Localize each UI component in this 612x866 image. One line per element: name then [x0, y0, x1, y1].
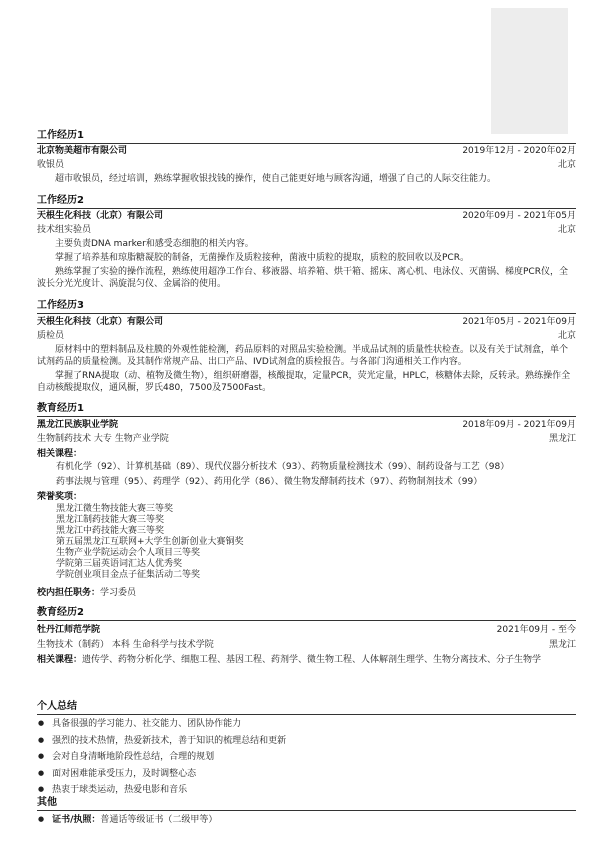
award-item: 学院第三届英语词汇达人优秀奖 — [56, 559, 183, 569]
edu2-courses — [37, 654, 576, 666]
section-edu2 — [37, 603, 576, 621]
date-range: 2021年05月 - 2021年09月 — [462, 317, 576, 327]
major: 生物技术（制药） 本科 生命科学与技术学院 — [37, 640, 214, 650]
section-title: 其他 — [37, 797, 57, 808]
work2-description-3: 熟练掌握了实验的操作流程，熟练使用超净工作台、移液器、培养箱、烘干箱、摇床、离心机、电泳仪、灭菌锅、梯度PCR仪，全波长分光光度计、涡旋混匀仪、金属浴的使用。 — [37, 267, 568, 289]
work3-position-row — [37, 330, 576, 342]
section-work3 — [37, 296, 576, 314]
city: 黑龙江 — [548, 434, 576, 444]
work3-header — [37, 316, 576, 328]
role: 学习委员 — [100, 588, 137, 598]
courses: 遗传学、药物分析化学、细胞工程、基因工程、药剂学、微生物工程、人体解剖生理学、生物分离技术、分子生物学 — [82, 655, 542, 665]
courses-label: 相关课程： — [37, 655, 83, 665]
date-range: 2020年09月 - 2021年05月 — [462, 211, 576, 221]
award-item: 生物产业学院运动会个人项目三等奖 — [56, 548, 201, 558]
award-item: 黑龙江中药技能大赛三等奖 — [56, 526, 165, 536]
awards-label: 荣誉奖项： — [37, 492, 83, 502]
section-work1 — [37, 126, 576, 144]
section-title: 个人总结 — [37, 701, 77, 712]
section-divider — [37, 208, 576, 209]
work2-description-2: 掌握了培养基和琼脂糖凝胶的制备，无菌操作及质粒接种，菌液中质粒的提取，质粒的胶回收以及PCR。 — [55, 253, 469, 263]
work1-position-row — [37, 159, 576, 171]
section-other — [37, 793, 576, 811]
certificate-item — [52, 812, 217, 829]
position: 技术组实验员 — [37, 225, 92, 235]
summary-item: ● 面对困难能承受压力，及时调整心态 — [52, 766, 286, 783]
edu1-courses-2: 药事法规与管理（95）、药理学（92）、药用化学（86）、微生物发酵制药技术（97）、药物制剂技术（99） — [56, 477, 483, 487]
edu1-role-row — [37, 587, 576, 599]
role-label: 校内担任职务： — [37, 588, 101, 598]
awards-list — [56, 504, 244, 581]
award-item: 第五届黑龙江互联网+大学生创新创业大赛铜奖 — [56, 537, 244, 547]
edu1-awards-label-row — [37, 491, 576, 503]
section-divider — [37, 143, 576, 144]
section-divider — [37, 714, 576, 715]
edu1-courses-label-row — [37, 448, 576, 460]
date-range: 2021年09月 - 至今 — [496, 625, 576, 635]
date-range: 2018年09月 - 2021年09月 — [462, 420, 576, 430]
position: 质检员 — [37, 331, 65, 341]
company-name: 天根生化科技（北京）有限公司 — [37, 211, 164, 221]
summary-item: ● 会对自身清晰地阶段性总结，合理的规划 — [52, 749, 286, 766]
edu2-header — [37, 624, 576, 636]
section-title: 教育经历2 — [37, 607, 84, 618]
section-divider — [37, 810, 576, 811]
city: 北京 — [557, 160, 576, 170]
other-list — [52, 812, 217, 829]
edu1-courses-1: 有机化学（92）、计算机基础（89）、现代仪器分析技术（93）、药物质量检测技术（99）、制药设备与工艺（98） — [56, 462, 510, 472]
work1-description: 超市收银员，经过培训，熟练掌握收银找钱的操作，使自己能更好地与顾客沟通，增强了自己的人际交往能力。 — [55, 174, 497, 184]
award-item: 黑龙江制药技能大赛三等奖 — [56, 515, 165, 525]
summary-item: ● 热衷于球类运动，热爱电影和音乐 — [52, 782, 286, 799]
summary-item: ● 强烈的技术热情，热爱新技术，善于知识的梳理总结和更新 — [52, 733, 286, 750]
section-title: 工作经历1 — [37, 130, 84, 141]
cert: 普通话等级证书（二级甲等） — [100, 815, 218, 825]
edu1-major-row — [37, 433, 576, 445]
city: 黑龙江 — [548, 640, 576, 650]
section-divider — [37, 416, 576, 417]
company-name: 北京物美超市有限公司 — [37, 146, 128, 156]
work3-description-1: 原材料中的塑料制品及柱膜的外观性能检测，药品原料的对照品实验检测。半成品试剂的质量性状检查。以及有关于试剂盒，单个试剂药品的质量检测。及其制作常规产品、出口产品、IVD试剂盒的质检报告。与各部门沟通相关工作内容。 — [37, 345, 569, 367]
courses-label: 相关课程： — [37, 449, 83, 459]
section-edu1 — [37, 399, 576, 417]
work2-header — [37, 210, 576, 222]
major: 生物制药技术 大专 生物产业学院 — [37, 434, 169, 444]
work1-header — [37, 145, 576, 157]
edu1-header — [37, 419, 576, 431]
section-divider — [37, 620, 576, 621]
section-divider — [37, 313, 576, 314]
city: 北京 — [557, 225, 576, 235]
school-name: 黑龙江民族职业学院 — [37, 420, 119, 430]
section-work2 — [37, 191, 576, 209]
award-item: 黑龙江微生物技能大赛三等奖 — [56, 504, 174, 514]
city: 北京 — [557, 331, 576, 341]
cert-label: 证书/执照： — [52, 815, 101, 825]
section-title: 教育经历1 — [37, 403, 84, 414]
section-title: 工作经历3 — [37, 300, 84, 311]
school-name: 牡丹江师范学院 — [37, 625, 101, 635]
summary-list — [52, 716, 286, 799]
profile-photo — [491, 8, 568, 134]
company-name: 天根生化科技（北京）有限公司 — [37, 317, 164, 327]
award-item: 学院创业项目金点子征集活动二等奖 — [56, 570, 201, 580]
edu2-major-row — [37, 639, 576, 651]
section-title: 工作经历2 — [37, 195, 84, 206]
work2-position-row — [37, 224, 576, 236]
work2-description-1: 主要负责DNA marker和感受态细胞的相关内容。 — [55, 239, 254, 249]
summary-item: ● 具备很强的学习能力、社交能力、团队协作能力 — [52, 716, 286, 733]
section-summary — [37, 697, 576, 715]
work3-description-2: 掌握了RNA提取（动、植物及微生物），组织研磨器，核酸提取，定量PCR，荧光定量，HPLC，核糖体去除，反转录。熟练操作全自动核酸提取仪，通风橱，罗氏480，7500及7500Fast。 — [37, 371, 571, 393]
date-range: 2019年12月 - 2020年02月 — [462, 146, 576, 156]
position: 收银员 — [37, 160, 65, 170]
